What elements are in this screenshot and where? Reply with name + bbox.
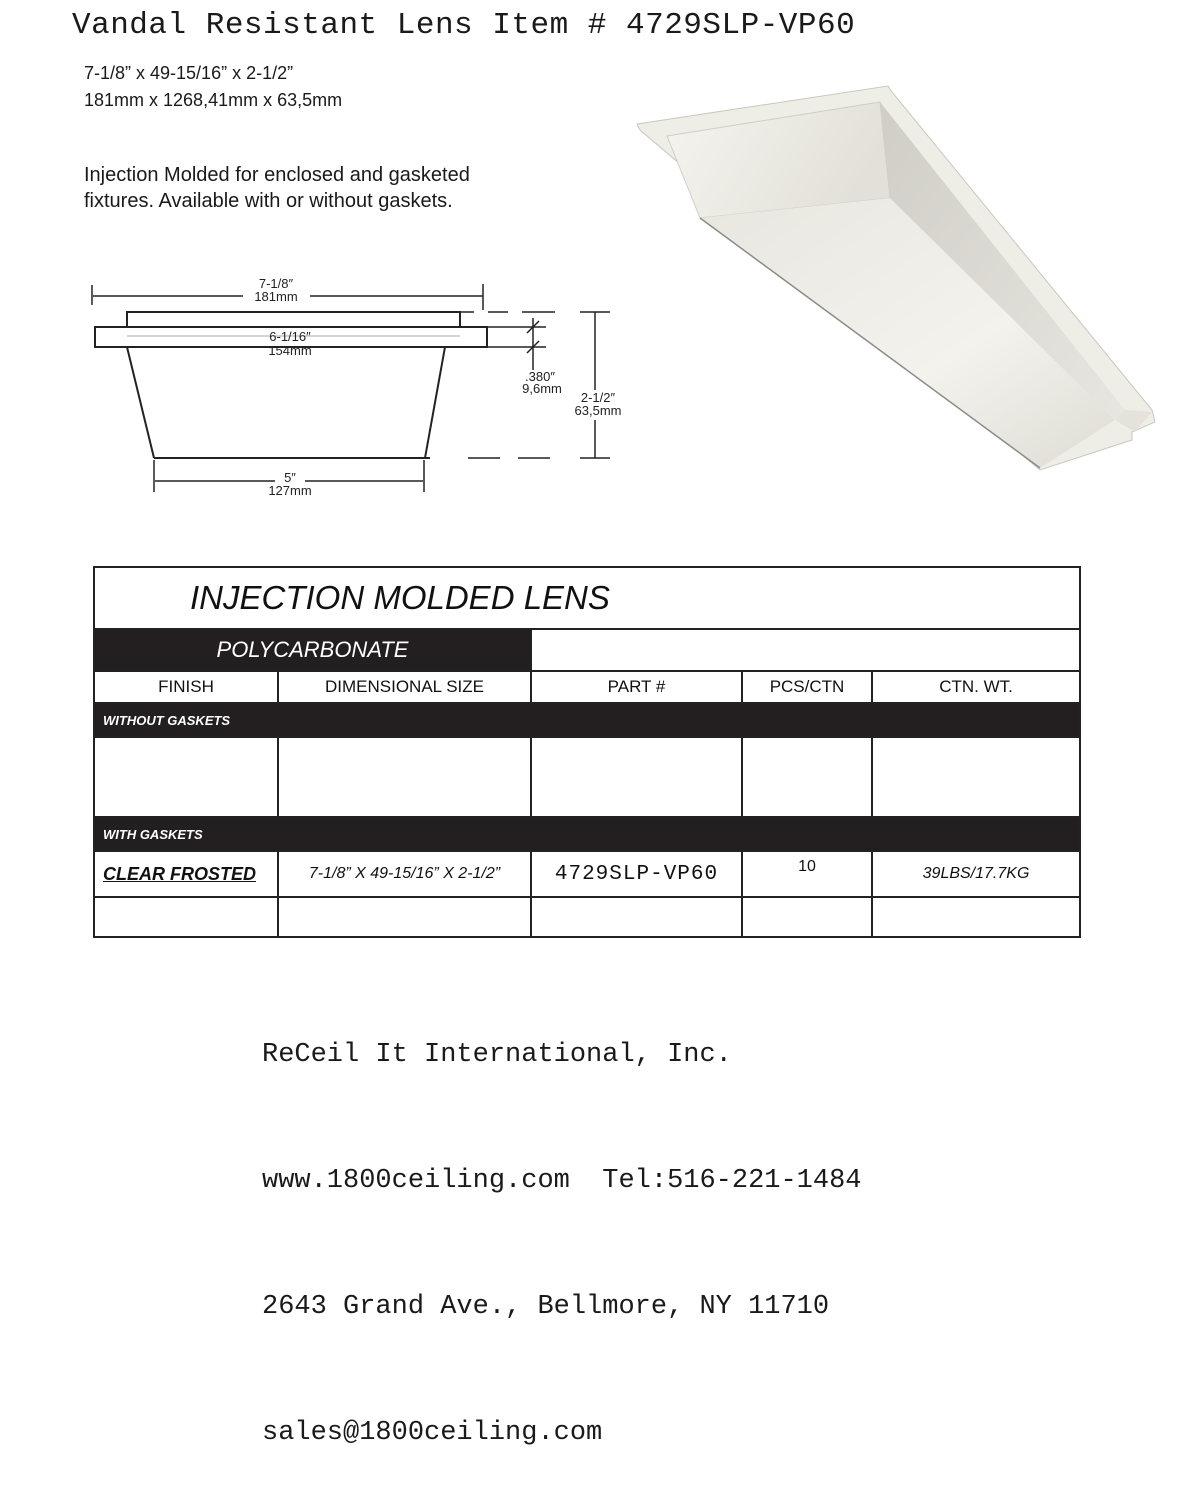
email: sales@1800ceiling.com: [262, 1418, 603, 1448]
table-row-blank: [94, 897, 1080, 937]
cell-part-number: 4729SLP-VP60: [531, 851, 742, 897]
cell-size: 7-1/8” X 49-15/16” X 2-1/2”: [278, 851, 531, 897]
col-carton-weight: CTN. WT.: [872, 671, 1080, 703]
description-line-1: Injection Molded for enclosed and gasketed: [84, 164, 470, 186]
column-headers: [94, 671, 1080, 703]
overall-width-inch: 7-1/8″: [258, 276, 294, 291]
material-band: POLYCARBONATE: [94, 629, 531, 671]
inner-width-inch: 6-1/16″: [269, 329, 311, 344]
overall-width-mm: 181mm: [254, 289, 298, 304]
col-pcs-per-carton: PCS/CTN: [742, 671, 872, 703]
cell-weight: 39LBS/17.7KG: [872, 851, 1080, 897]
product-photo: [630, 80, 1170, 480]
dimensions-block: [84, 60, 342, 114]
website-and-phone: www.1800ceiling.com Tel:516-221-1484: [262, 1166, 862, 1196]
company-name: ReCeil It International, Inc.: [262, 1040, 732, 1070]
dimensions-imperial: 7-1/8” x 49-15/16” x 2-1/2”: [84, 63, 294, 83]
table-row-empty: [94, 737, 1080, 817]
address: 2643 Grand Ave., Bellmore, NY 11710: [262, 1292, 830, 1322]
group-with-gaskets: WITH GASKETS: [94, 817, 1080, 851]
bottom-width-mm: 127mm: [268, 483, 312, 498]
height-mm: 63,5mm: [574, 403, 622, 418]
material-band-blank: [531, 629, 1080, 671]
spec-table: [93, 566, 1081, 938]
description-block: [84, 162, 470, 214]
col-part-number: PART #: [531, 671, 742, 703]
dimensions-metric: 181mm x 1268,41mm x 63,5mm: [84, 90, 343, 110]
inner-width-mm: 154mm: [268, 343, 312, 358]
group-without-gaskets: WITHOUT GASKETS: [94, 703, 1080, 737]
flange-thickness-inch: .380″: [525, 369, 555, 384]
col-finish: FINISH: [94, 671, 278, 703]
table-row: [94, 851, 1080, 897]
bottom-width-inch: 5″: [284, 470, 296, 485]
document-title: Vandal Resistant Lens Item # 4729SLP-VP60: [72, 8, 856, 43]
flange-thickness-mm: 9,6mm: [522, 381, 562, 396]
cell-finish: CLEAR FROSTED: [94, 851, 278, 897]
cell-pcs: 10: [742, 851, 872, 897]
col-dimensional-size: DIMENSIONAL SIZE: [278, 671, 531, 703]
company-contact: [262, 950, 862, 1496]
cross-section-drawing: [0, 270, 640, 510]
description-line-2: fixtures. Available with or without gaskets.: [84, 190, 453, 212]
table-heading: INJECTION MOLDED LENS: [94, 567, 1080, 629]
height-inch: 2-1/2″: [580, 390, 616, 405]
